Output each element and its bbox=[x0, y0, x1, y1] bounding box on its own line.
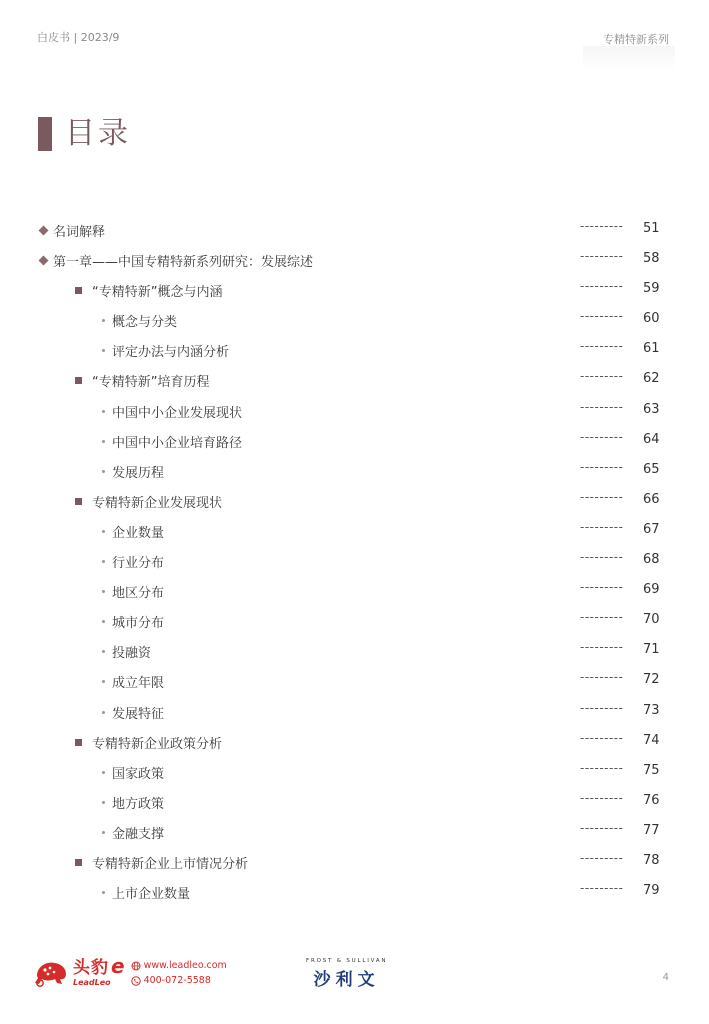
toc-entry-label-wrap bbox=[102, 793, 164, 812]
toc-entry-label-wrap bbox=[102, 311, 177, 330]
toc-leader-dashes: --------- bbox=[580, 760, 624, 775]
toc-entry-title: 成立年限 bbox=[112, 676, 165, 692]
toc-entry-title: 发展历程 bbox=[112, 465, 165, 481]
toc-leader-dashes: --------- bbox=[580, 881, 624, 896]
toc-entry-title: 投融资 bbox=[112, 646, 152, 662]
square-bullet-icon bbox=[75, 287, 82, 294]
leadleo-logo bbox=[33, 953, 227, 990]
toc-entry-label-wrap bbox=[102, 582, 164, 601]
toc-entry-label-wrap bbox=[38, 251, 313, 270]
toc-entry[interactable] bbox=[0, 696, 709, 726]
toc-leader-dashes: --------- bbox=[580, 820, 624, 835]
table-of-contents bbox=[0, 214, 709, 906]
frost-sullivan-logo bbox=[306, 958, 387, 990]
page-title bbox=[38, 116, 131, 152]
toc-leader-dashes: --------- bbox=[580, 700, 624, 715]
toc-page-number: 78 bbox=[643, 852, 660, 868]
dot-bullet-icon bbox=[102, 831, 105, 834]
leopard-logo-icon bbox=[33, 956, 69, 990]
toc-entry[interactable] bbox=[0, 665, 709, 695]
toc-entry[interactable] bbox=[0, 846, 709, 876]
toc-entry-label-wrap bbox=[75, 492, 222, 511]
toc-page-number: 74 bbox=[643, 732, 660, 748]
toc-entry-title: 专精特新企业政策分析 bbox=[92, 736, 223, 752]
toc-page-number: 77 bbox=[643, 822, 660, 838]
square-bullet-icon bbox=[75, 739, 82, 746]
toc-entry[interactable] bbox=[0, 395, 709, 425]
dot-bullet-icon bbox=[102, 891, 105, 894]
square-bullet-icon bbox=[75, 377, 82, 384]
toc-leader-dashes: --------- bbox=[580, 850, 624, 865]
toc-leader-dashes: --------- bbox=[580, 640, 624, 655]
toc-page-number: 76 bbox=[643, 792, 660, 808]
toc-entry-title: 企业数量 bbox=[112, 525, 165, 541]
toc-page-number: 67 bbox=[643, 521, 660, 537]
toc-page-number: 62 bbox=[643, 371, 660, 387]
toc-entry-label-wrap bbox=[38, 221, 105, 240]
dot-bullet-icon bbox=[102, 319, 105, 322]
toc-leader-dashes: --------- bbox=[580, 399, 624, 414]
toc-entry-label-wrap bbox=[75, 853, 248, 872]
dot-bullet-icon bbox=[102, 801, 105, 804]
toc-leader-dashes: --------- bbox=[580, 369, 624, 384]
website-link[interactable]: www.leadleo.com bbox=[143, 960, 227, 971]
logo-e-mark: e bbox=[111, 953, 125, 978]
toc-leader-dashes: --------- bbox=[580, 519, 624, 534]
toc-entry[interactable] bbox=[0, 214, 709, 244]
toc-entry-label-wrap bbox=[102, 883, 190, 902]
globe-icon bbox=[131, 961, 141, 971]
toc-entry[interactable] bbox=[0, 726, 709, 756]
toc-entry-label-wrap bbox=[102, 642, 151, 661]
dot-bullet-icon bbox=[102, 560, 105, 563]
toc-leader-dashes: --------- bbox=[580, 489, 624, 504]
dot-bullet-icon bbox=[102, 410, 105, 413]
toc-page-number: 72 bbox=[643, 672, 660, 688]
page-number: 4 bbox=[662, 972, 669, 983]
toc-page-number: 61 bbox=[643, 341, 660, 357]
dot-bullet-icon bbox=[102, 680, 105, 683]
diamond-bullet-icon bbox=[39, 226, 49, 236]
partner-chinese-text: 沙利文 bbox=[313, 970, 380, 990]
toc-entry[interactable] bbox=[0, 635, 709, 665]
toc-entry[interactable] bbox=[0, 605, 709, 635]
toc-entry[interactable] bbox=[0, 786, 709, 816]
header-right: 专精特新系列 bbox=[603, 33, 669, 46]
toc-entry[interactable] bbox=[0, 816, 709, 846]
toc-entry-label-wrap bbox=[102, 823, 164, 842]
toc-entry[interactable] bbox=[0, 274, 709, 304]
header-shade bbox=[583, 46, 675, 72]
toc-page-number: 60 bbox=[643, 311, 660, 327]
toc-page-number: 79 bbox=[643, 883, 660, 899]
toc-entry[interactable] bbox=[0, 334, 709, 364]
toc-page-number: 64 bbox=[643, 431, 660, 447]
toc-page-number: 58 bbox=[643, 251, 660, 267]
toc-leader-dashes: --------- bbox=[580, 249, 624, 264]
toc-page-number: 73 bbox=[643, 702, 660, 718]
toc-leader-dashes: --------- bbox=[580, 730, 624, 745]
toc-entry-label-wrap bbox=[102, 552, 164, 571]
toc-entry[interactable] bbox=[0, 364, 709, 394]
toc-entry-label-wrap bbox=[102, 522, 164, 541]
toc-page-number: 69 bbox=[643, 582, 660, 598]
page-title-text: 目录 bbox=[65, 116, 131, 151]
toc-page-number: 71 bbox=[643, 642, 660, 658]
toc-page-number: 59 bbox=[643, 281, 660, 297]
toc-leader-dashes: --------- bbox=[580, 580, 624, 595]
toc-entry-title: 评定办法与内涵分析 bbox=[112, 345, 230, 361]
toc-leader-dashes: --------- bbox=[580, 219, 624, 233]
toc-entry-title: 行业分布 bbox=[112, 556, 165, 572]
partner-english-text: FROST & SULLIVAN bbox=[306, 958, 388, 964]
toc-entry-label-wrap bbox=[102, 763, 164, 782]
toc-entry-label-wrap bbox=[102, 612, 164, 631]
dot-bullet-icon bbox=[102, 530, 105, 533]
toc-entry-title: 上市企业数量 bbox=[112, 887, 191, 903]
dot-bullet-icon bbox=[102, 711, 105, 714]
toc-entry-title: 专精特新企业上市情况分析 bbox=[92, 856, 249, 872]
toc-entry-title: 地方政策 bbox=[112, 796, 165, 812]
phone-icon bbox=[131, 976, 141, 986]
toc-entry[interactable] bbox=[0, 876, 709, 906]
dot-bullet-icon bbox=[102, 470, 105, 473]
toc-leader-dashes: --------- bbox=[580, 279, 624, 294]
toc-entry-title: “专精特新”培育历程 bbox=[92, 375, 210, 391]
toc-page-number: 66 bbox=[643, 491, 660, 507]
toc-entry[interactable] bbox=[0, 545, 709, 575]
dot-bullet-icon bbox=[102, 440, 105, 443]
toc-entry[interactable] bbox=[0, 575, 709, 605]
toc-entry[interactable] bbox=[0, 244, 709, 274]
phone-number: 400-072-5588 bbox=[143, 975, 211, 986]
toc-entry[interactable] bbox=[0, 515, 709, 545]
dot-bullet-icon bbox=[102, 620, 105, 623]
toc-entry-title: 发展特征 bbox=[112, 706, 165, 722]
toc-entry-label-wrap bbox=[102, 341, 229, 360]
toc-leader-dashes: --------- bbox=[580, 339, 624, 354]
toc-entry[interactable] bbox=[0, 455, 709, 485]
toc-entry-title: 国家政策 bbox=[112, 766, 165, 782]
toc-entry-label-wrap bbox=[75, 733, 222, 752]
toc-leader-dashes: --------- bbox=[580, 670, 624, 685]
toc-entry[interactable] bbox=[0, 756, 709, 786]
toc-entry-label-wrap bbox=[102, 672, 164, 691]
contact-info bbox=[131, 958, 227, 988]
diamond-bullet-icon bbox=[39, 256, 49, 266]
toc-entry[interactable] bbox=[0, 425, 709, 455]
toc-leader-dashes: --------- bbox=[580, 610, 624, 625]
square-bullet-icon bbox=[75, 498, 82, 505]
toc-entry-label-wrap bbox=[102, 462, 164, 481]
toc-leader-dashes: --------- bbox=[580, 429, 624, 444]
toc-entry-title: 中国中小企业培育路径 bbox=[112, 435, 243, 451]
toc-entry-title: 名词解释 bbox=[53, 225, 106, 240]
toc-entry-label-wrap bbox=[102, 432, 242, 451]
toc-leader-dashes: --------- bbox=[580, 550, 624, 565]
toc-entry-title: 第一章——中国专精特新系列研究：发展综述 bbox=[53, 255, 314, 271]
dot-bullet-icon bbox=[102, 771, 105, 774]
dot-bullet-icon bbox=[102, 590, 105, 593]
toc-entry-label-wrap bbox=[102, 703, 164, 722]
toc-page-number: 65 bbox=[643, 461, 660, 477]
toc-entry-title: 地区分布 bbox=[112, 586, 165, 602]
dot-bullet-icon bbox=[102, 650, 105, 653]
toc-entry-title: 中国中小企业发展现状 bbox=[112, 405, 243, 421]
toc-entry-title: 城市分布 bbox=[112, 616, 165, 632]
dot-bullet-icon bbox=[102, 349, 105, 352]
toc-page-number: 51 bbox=[643, 221, 660, 236]
toc-page-number: 63 bbox=[643, 401, 660, 417]
logo-english-text: LeadLeo bbox=[73, 977, 111, 987]
toc-page-number: 75 bbox=[643, 762, 660, 778]
toc-entry-label-wrap bbox=[75, 371, 209, 390]
title-accent-bar bbox=[38, 117, 52, 151]
toc-page-number: 68 bbox=[643, 552, 660, 568]
logo-chinese-text: 头豹 bbox=[73, 957, 109, 978]
square-bullet-icon bbox=[75, 859, 82, 866]
toc-entry-label-wrap bbox=[102, 402, 242, 421]
toc-leader-dashes: --------- bbox=[580, 459, 624, 474]
toc-leader-dashes: --------- bbox=[580, 790, 624, 805]
toc-entry-title: 概念与分类 bbox=[112, 315, 178, 331]
toc-leader-dashes: --------- bbox=[580, 309, 624, 324]
header-left: 白皮书 | 2023/9 bbox=[37, 31, 120, 44]
toc-entry-title: 金融支撑 bbox=[112, 826, 165, 842]
toc-entry[interactable] bbox=[0, 304, 709, 334]
toc-entry-label-wrap bbox=[75, 281, 222, 300]
toc-entry-title: “专精特新”概念与内涵 bbox=[92, 285, 223, 301]
toc-page-number: 70 bbox=[643, 612, 660, 628]
toc-entry-title: 专精特新企业发展现状 bbox=[92, 495, 223, 511]
toc-entry[interactable] bbox=[0, 485, 709, 515]
